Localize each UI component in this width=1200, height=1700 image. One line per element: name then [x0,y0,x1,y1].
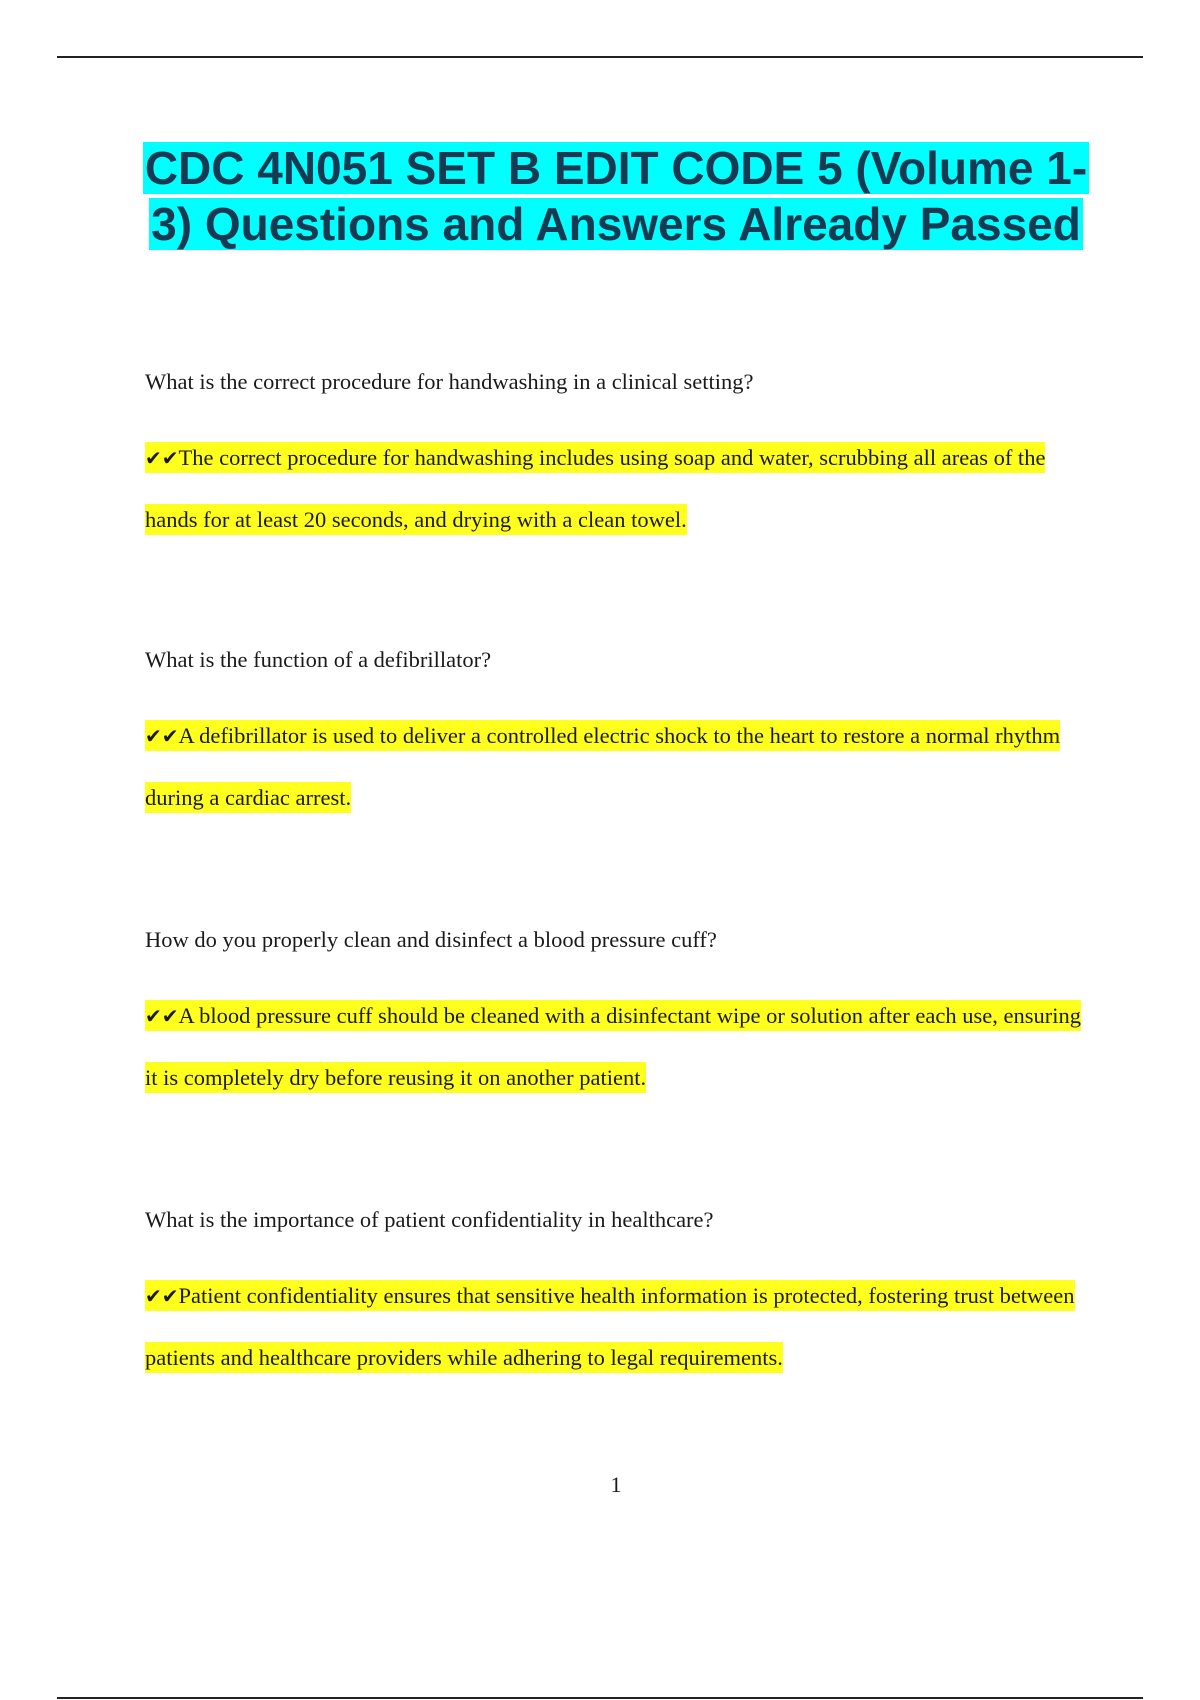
answer-block [145,427,1085,550]
question-text: What is the correct procedure for handwashing in a clinical setting? [145,369,754,394]
check-mark-icon: ✔✔ [145,446,179,470]
answer-highlight [145,1280,1075,1373]
question-text: What is the function of a defibrillator? [145,647,492,672]
page-number: 1 [610,1472,622,1497]
answer-block [145,1265,1085,1388]
answer-highlight [145,442,1045,535]
answer-text: Patient confidentiality ensures that sensitive health information is protected, fostering trust between patients and healthcare providers while adhering to legal requirements. [145,1283,1075,1370]
answer-text: A defibrillator is used to deliver a controlled electric shock to the heart to restore a normal rhythm during a cardiac arrest. [145,723,1061,810]
answer-text: A blood pressure cuff should be cleaned with a disinfectant wipe or solution after each use, ensuring it is completely dry before reusing it on another patient. [145,1003,1081,1090]
qa-item [145,1205,1085,1388]
title-block [130,140,1102,252]
check-mark-icon: ✔✔ [145,1004,179,1028]
question-text: What is the importance of patient confidentiality in healthcare? [145,1207,714,1232]
bottom-rule [57,1697,1143,1699]
answer-block [145,985,1085,1108]
title-highlight: CDC 4N051 SET B EDIT CODE 5 (Volume 1-3) Questions and Answers Already Passed [144,142,1088,250]
top-rule [57,56,1143,58]
qa-item [145,645,1085,828]
question-text: How do you properly clean and disinfect a blood pressure cuff? [145,927,717,952]
page-title [130,140,1102,252]
answer-highlight [145,1000,1081,1093]
answer-text: The correct procedure for handwashing includes using soap and water, scrubbing all areas of the hands for at least 20 seconds, and drying with a clean towel. [145,445,1046,532]
qa-item [145,925,1085,1108]
check-mark-icon: ✔✔ [145,724,179,748]
answer-block [145,705,1085,828]
check-mark-icon: ✔✔ [145,1284,179,1308]
qa-item [145,367,1085,550]
answer-highlight [145,720,1060,813]
